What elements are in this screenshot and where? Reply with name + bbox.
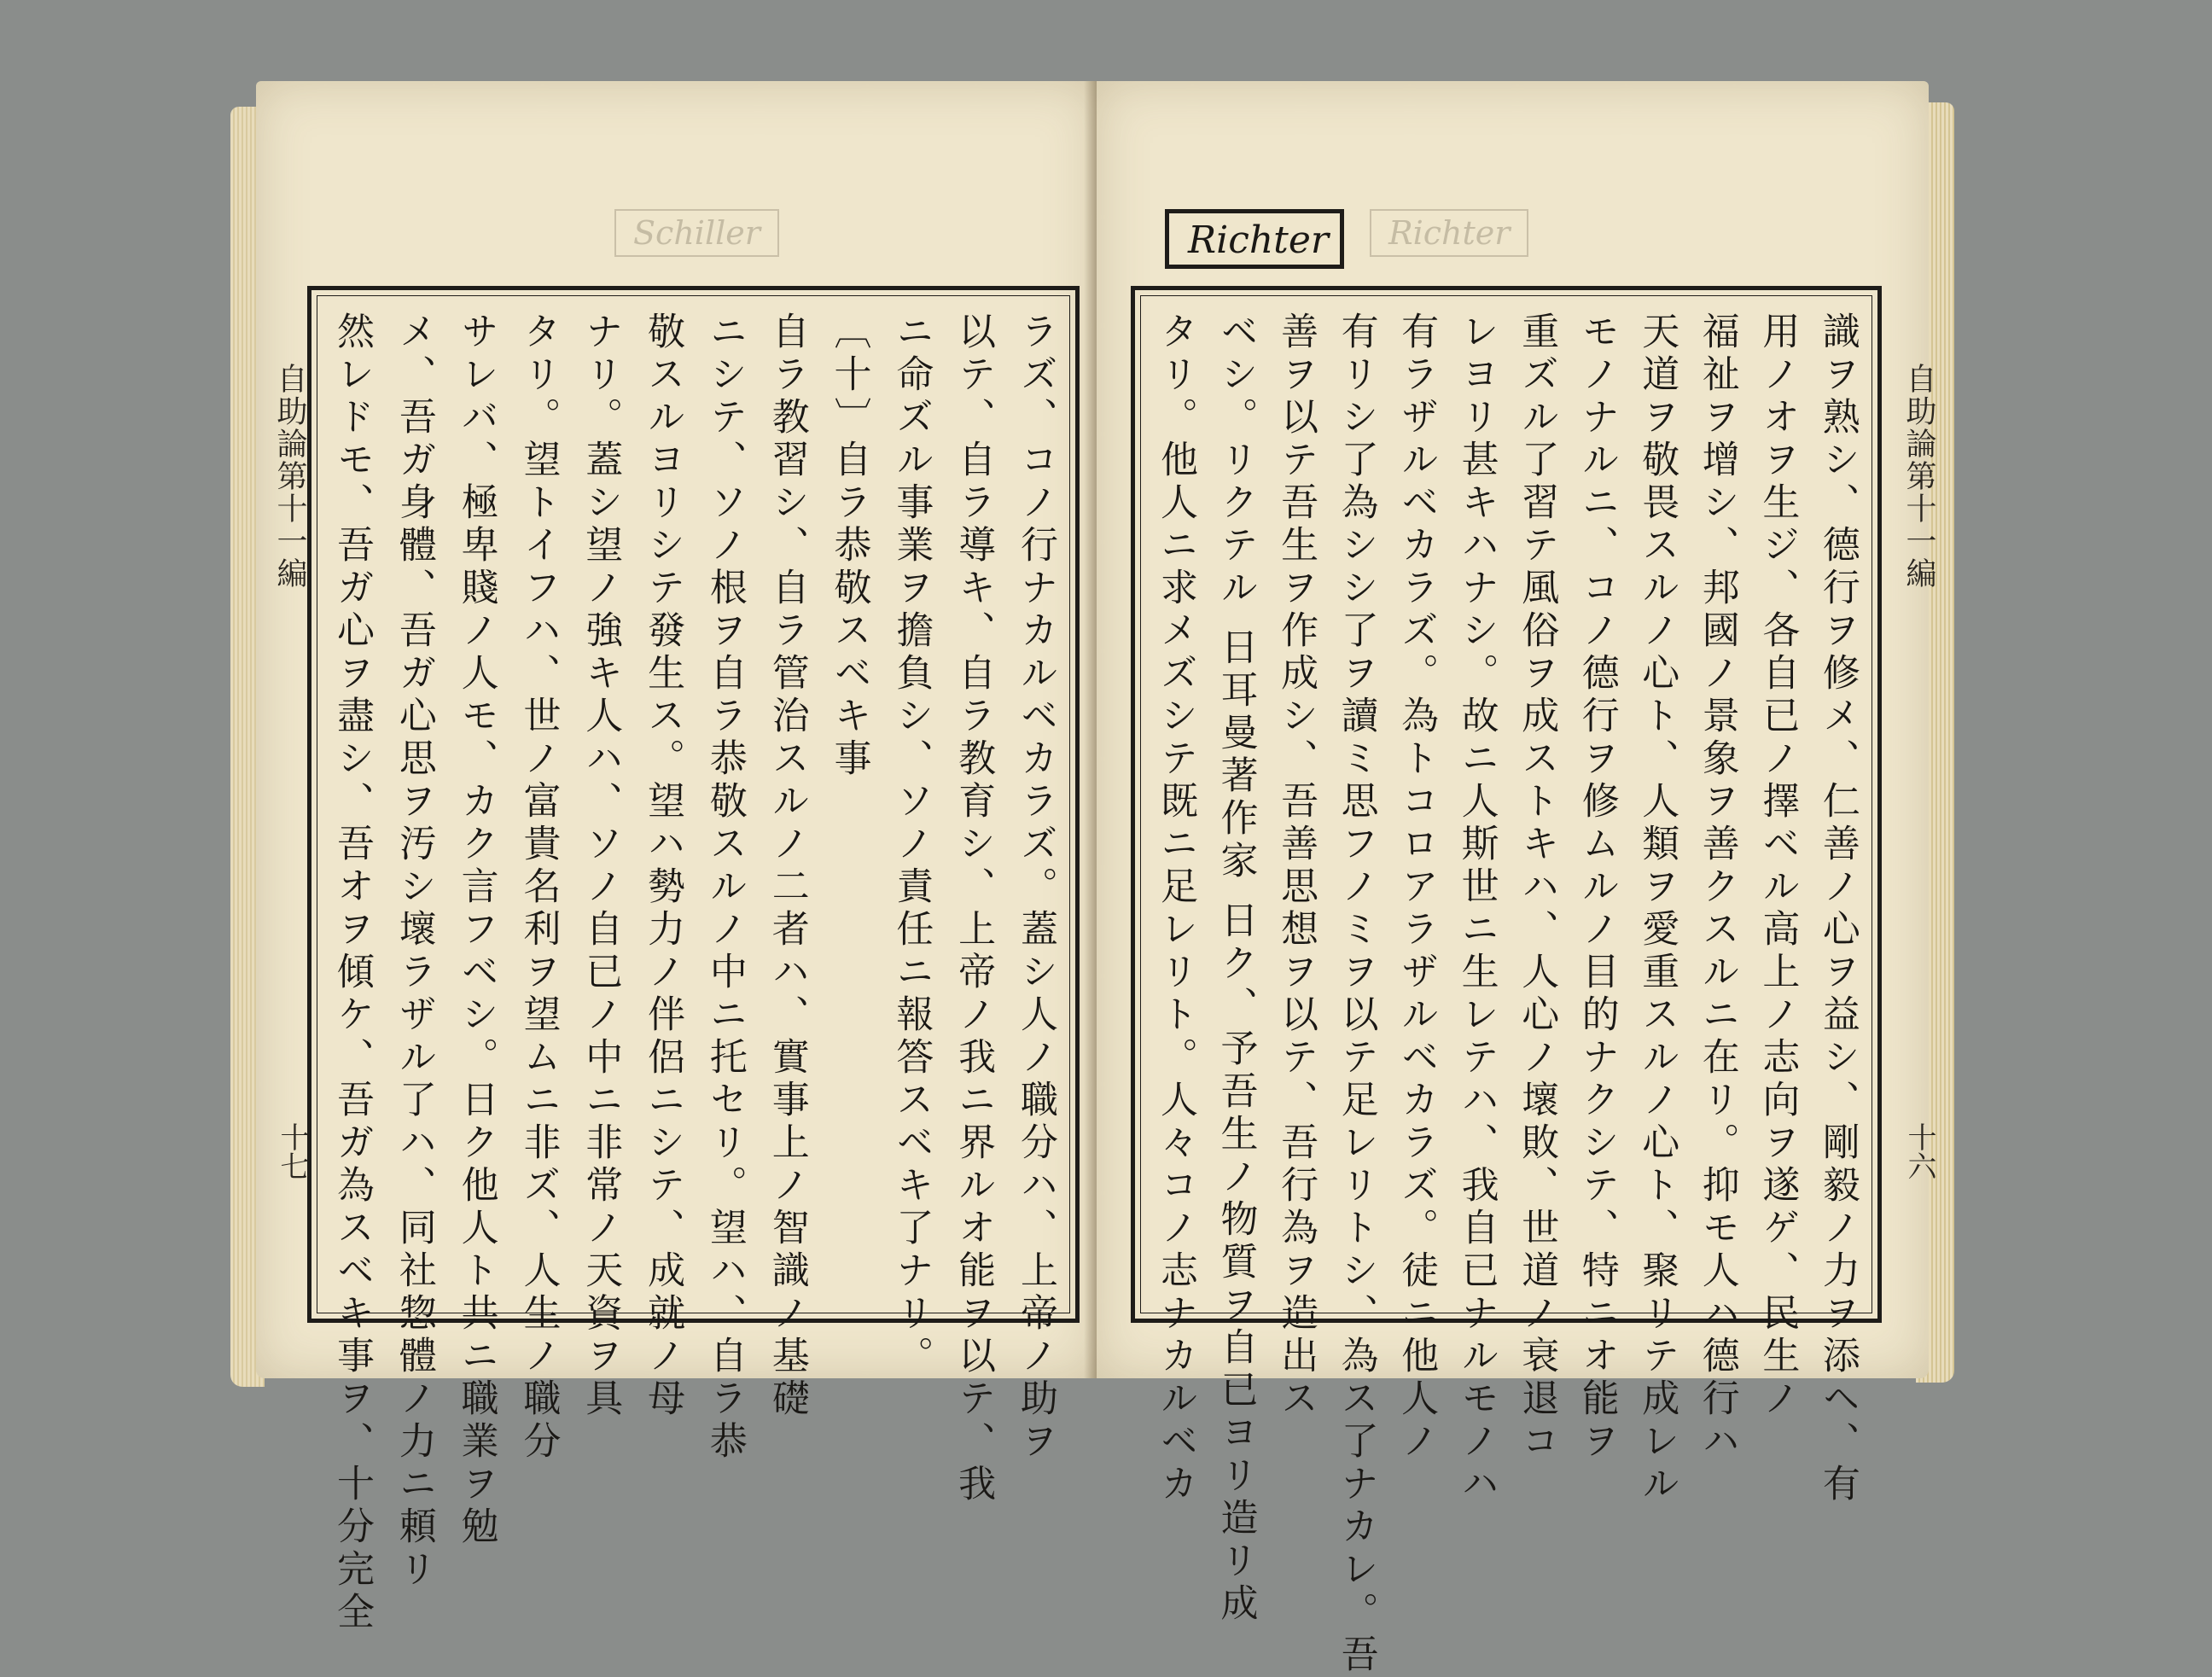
text-column: 重ズル了習テ風俗ヲ成ストキハ、人心ノ壞敗、世道ノ衰退コ xyxy=(1515,312,1559,1464)
text-frame-right xyxy=(1131,286,1882,1677)
text-column: 有ラザルベカラズ。為トコロアラザルベカラズ。徒ニ他人ノ xyxy=(1394,312,1439,1464)
text-column: 福祉ヲ增シ、邦國ノ景象ヲ善クスルニ在リ。抑モ人ハ德行ハ xyxy=(1695,312,1739,1464)
text-column: タリ。他人ニ求メズシテ既ニ足レリト。人々コノ志ナカルベカ xyxy=(1154,312,1197,1506)
text-column: 識ヲ熟シ、德行ヲ修メ、仁善ノ心ヲ益シ、剛毅ノ力ヲ添ヘ、有 xyxy=(1815,312,1860,1506)
text-column: モノナルニ、コノ德行ヲ修ムルノ目的ナクシテ、特ニオ能ヲ xyxy=(1575,312,1619,1464)
signature-label-box xyxy=(1165,209,1344,269)
text-column: ニ命ズル事業ヲ擔負シ、ソノ責任ニ報答スベキ了ナリ。 xyxy=(889,312,934,1378)
text-column: 自ラ教習シ、自ラ管治スルノ二者ハ、實事上ノ智識ノ基礎 xyxy=(765,312,809,1421)
text-column: タリ。望トイフハ、世ノ富貴名利ヲ望ムニ非ズ、人生ノ職分 xyxy=(516,312,561,1464)
text-column: 以テ、自ラ導キ、自ラ教育シ、上帝ノ我ニ界ルオ能ヲ以テ、我 xyxy=(952,312,996,1506)
ghost-label-left: Schiller xyxy=(614,209,779,257)
signature-label: Richter xyxy=(1188,218,1329,262)
text-column: メ、吾ガ身體、吾ガ心思ヲ汚シ壞ラザル了ハ、同社惣體ノ力ニ頼リ xyxy=(392,312,436,1592)
text-column: 有リシ了為シシ了ヲ讀ミ思フノミヲ以テ足レリトシ、為ス了ナカレ。吾 xyxy=(1334,312,1378,1677)
text-column: ベシ。リクテル 日耳曼著作家 日ク、予吾生ノ物質ヲ自已ヨリ造リ成 xyxy=(1214,312,1258,1626)
text-column: 天道ヲ敬畏スルノ心ト、人類ヲ愛重スルノ心ト、聚リテ成レル xyxy=(1635,312,1679,1506)
text-column: ニシテ、ソノ根ヲ自ラ恭敬スルノ中ニ托セリ。望ハ、自ラ恭 xyxy=(702,312,747,1464)
text-column: 敬スルヨリシテ發生ス。望ハ勢力ノ伴侶ニシテ、成就ノ母 xyxy=(641,312,685,1421)
text-frame-left xyxy=(307,286,1080,1634)
text-column: 用ノオヲ生ジ、各自已ノ擇ベル高上ノ志向ヲ遂ゲ、民生ノ xyxy=(1755,312,1800,1421)
folio-left: 十七 xyxy=(275,1122,309,1180)
text-column: 善ヲ以テ吾生ヲ作成シ、吾善思想ヲ以テ、吾行為ヲ造出ス xyxy=(1274,312,1318,1421)
running-title-left: 自助論第十一編 xyxy=(272,363,307,590)
text-column: ラズ、コノ行ナカルベカラズ。蓋シ人ノ職分ハ、上帝ノ助ヲ xyxy=(1013,312,1057,1464)
text-columns-left xyxy=(330,312,1057,1634)
text-column: レヨリ甚キハナシ。故ニ人斯世ニ生レテハ、我自已ナルモノハ xyxy=(1454,312,1499,1506)
running-title-right: 自助論第十一編 xyxy=(1901,363,1936,590)
text-column: 然レドモ、吾ガ心ヲ盡シ、吾オヲ傾ケ、吾ガ為スベキ事ヲ、十分完全 xyxy=(330,312,374,1634)
open-book xyxy=(230,81,1963,1677)
text-column: サレバ、極卑賤ノ人モ、カク言フベシ。日ク他人ト共ニ職業ヲ勉 xyxy=(454,312,498,1549)
left-page xyxy=(256,81,1097,1634)
section-heading: 〔十〕自ラ恭敬スベキ事 xyxy=(827,312,871,781)
right-page xyxy=(1097,81,1936,1677)
text-column: ナリ。蓋シ望ノ強キ人ハ、ソノ自已ノ中ニ非常ノ天資ヲ具 xyxy=(579,312,623,1421)
text-columns-right xyxy=(1154,312,1860,1677)
folio-right: 十六 xyxy=(1902,1122,1936,1180)
ghost-label-right: Richter xyxy=(1370,209,1528,257)
